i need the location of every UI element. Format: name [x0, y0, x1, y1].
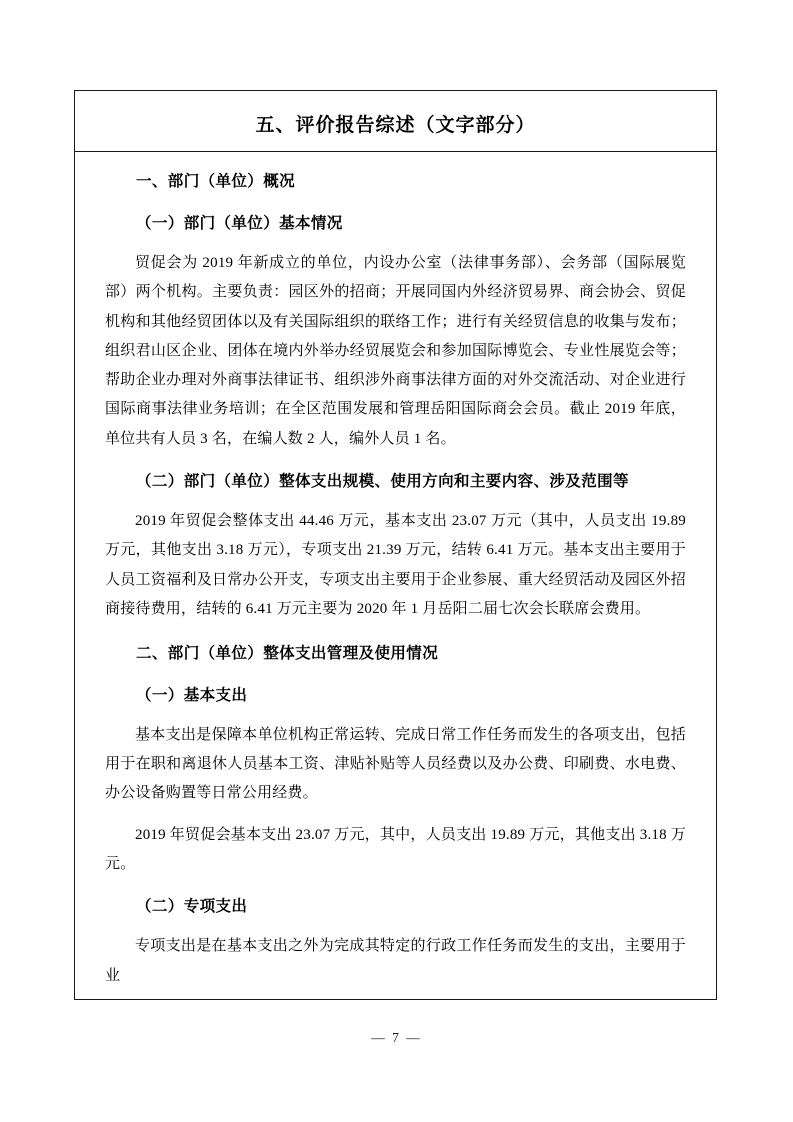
section-heading-2: 二、部门（单位）整体支出管理及使用情况: [136, 645, 439, 663]
section-heading-1-1: （一）部门（单位）基本情况: [136, 214, 343, 232]
paragraph-special-expenditure: 专项支出是在基本支出之外为完成其特定的行政工作任务而发生的支出，主要用于业: [105, 938, 686, 984]
document-body-frame: [74, 90, 717, 1000]
section-heading-2-1: （一）基本支出: [136, 686, 248, 704]
section-heading-2-2: （二）专项支出: [136, 898, 248, 916]
title-divider: [75, 151, 716, 152]
paragraph-basic-expenditure-definition: 基本支出是保障本单位机构正常运转、完成日常工作任务而发生的各项支出，包括用于在职和离退休人员基本工资、津贴补贴等人员经费以及办公费、印刷费、水电费、办公设备购置等日常公用经费。: [105, 726, 686, 802]
document-content: [75, 91, 716, 991]
paragraph-expenditure-overview: 2019 年贸促会整体支出 44.46 万元，基本支出 23.07 万元（其中，人员支出 19.89 万元，其他支出 3.18 万元），专项支出 21.39 万元，结转 6.41 万元。基本支出主要用于人员工资福利及日常办公开支，专项支出主要用于企业参展、重大经贸活动及园区外招商接待费用，结转的 6.41 万元主要为 2020 年 1 月岳阳二届七次会长联席会费用。: [105, 513, 686, 617]
paragraph-department-overview: 贸促会为 2019 年新成立的单位，内设办公室（法律事务部）、会务部（国际展览部）两个机构。主要负责：园区外的招商；开展同国内外经济贸易界、商会协会、贸促机构和其他经贸团体以及有关国际组织的联络工作；进行有关经贸信息的收集与发布；组织君山区企业、团体在境内外举办经贸展览会和参加国际博览会、专业性展览会等；帮助企业办理对外商事法律证书、组织涉外商事法律方面的对外交流活动、对企业进行国际商事法律业务培训；在全区范围发展和管理岳阳国际商会会员。截止 2019 年底，单位共有人员 3 名，在编人数 2 人，编外人员 1 名。: [105, 255, 686, 447]
paragraph-basic-expenditure-amount: 2019 年贸促会基本支出 23.07 万元，其中，人员支出 19.89 万元，其他支出 3.18 万元。: [105, 826, 686, 872]
page-number: — 7 —: [371, 1030, 422, 1045]
section-heading-1-2: （二）部门（单位）整体支出规模、使用方向和主要内容、涉及范围等: [136, 472, 629, 490]
section-heading-1: 一、部门（单位）概况: [136, 173, 296, 191]
page-title: 五、评价报告综述（文字部分）: [255, 115, 536, 136]
